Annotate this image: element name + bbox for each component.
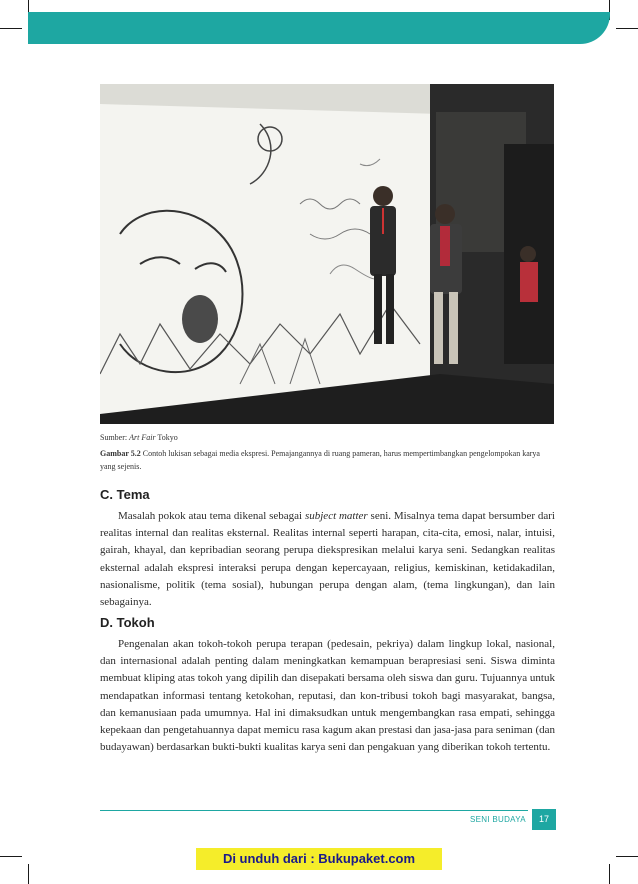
section-heading-tokoh: D. Tokoh	[100, 615, 155, 630]
header-band	[28, 12, 610, 44]
figure-source-name: Art Fair	[129, 433, 156, 442]
paragraph-tema-part-a: Masalah pokok atau tema dikenal sebagai	[118, 510, 305, 522]
exhibition-photo	[100, 84, 554, 424]
crop-mark	[609, 864, 610, 884]
crop-mark	[28, 864, 29, 884]
paragraph-tokoh: Pengenalan akan tokoh-tokoh perupa terapan (pedesain, pekriya) dalam lingkup lokal, nasional, dan internasional adalah penting dalam meningkatkan kemampuan berapresiasi seni. Siswa diminta membuat kliping atas tokoh yang dipilih dan disepakati bersama oleh siswa dan guru. Tujuannya untuk mendapatkan informasi tentang ketokohan, reputasi, dan kon-tribusi tokoh bagi masyarakat, bangsa, dan kemanusiaan pada umumnya. Hal ini dimaksudkan untuk mengembangkan rasa empati, sehingga kepekaan dan pengetahuannya dapat memicu rasa kagum akan prestasi dan jasa-jasa para seniman (dan budayawan) berdasarkan bukti-bukti kualitas karya seni dan pengakuan yang diberikan tokoh tertentu.	[100, 638, 555, 754]
page-number: 17	[532, 809, 556, 830]
section-heading-tema: C. Tema	[100, 487, 150, 502]
paragraph-tema	[100, 508, 555, 611]
crop-mark	[0, 28, 22, 29]
crop-mark	[0, 856, 22, 857]
figure-caption-label: Gambar 5.2	[100, 449, 141, 458]
footer-rule	[100, 810, 528, 811]
figure-source-prefix: Sumber:	[100, 433, 130, 442]
paragraph-tema-part-b: seni. Misalnya tema dapat bersumber dari realitas internal dan realitas eksternal. Realitas internal seperti harapan, cita-cita, emosi, nalar, intuisi, gairah, khayal, dan kepribadian seorang perupa diekspresikan melalui karya seni. Sedangkan realitas eksternal adalah ekspresi interaksi perupa dengan kepercayaan, religius, kemiskinan, ketidakadilan, nasionalisme, politik (tema sosial), hubungan perupa dengan alam, (tema lingkungan), dan lain sebagainya.	[100, 510, 555, 609]
figure-caption	[100, 447, 556, 473]
figure-source-suffix: Tokyo	[155, 433, 178, 442]
figure-caption-text: Contoh lukisan sebagai media ekspresi. Pemajangannya di ruang pameran, harus mempertimbangkan pengelompokan karya yang sejenis.	[100, 449, 540, 471]
crop-mark	[616, 28, 638, 29]
paragraph-tema-italic: subject matter	[304, 510, 368, 522]
footer-book-title: SENI BUDAYA	[470, 815, 526, 824]
download-banner-link[interactable]: Di unduh dari : Bukupaket.com	[196, 848, 442, 870]
figure-source	[100, 433, 178, 442]
crop-mark	[616, 856, 638, 857]
